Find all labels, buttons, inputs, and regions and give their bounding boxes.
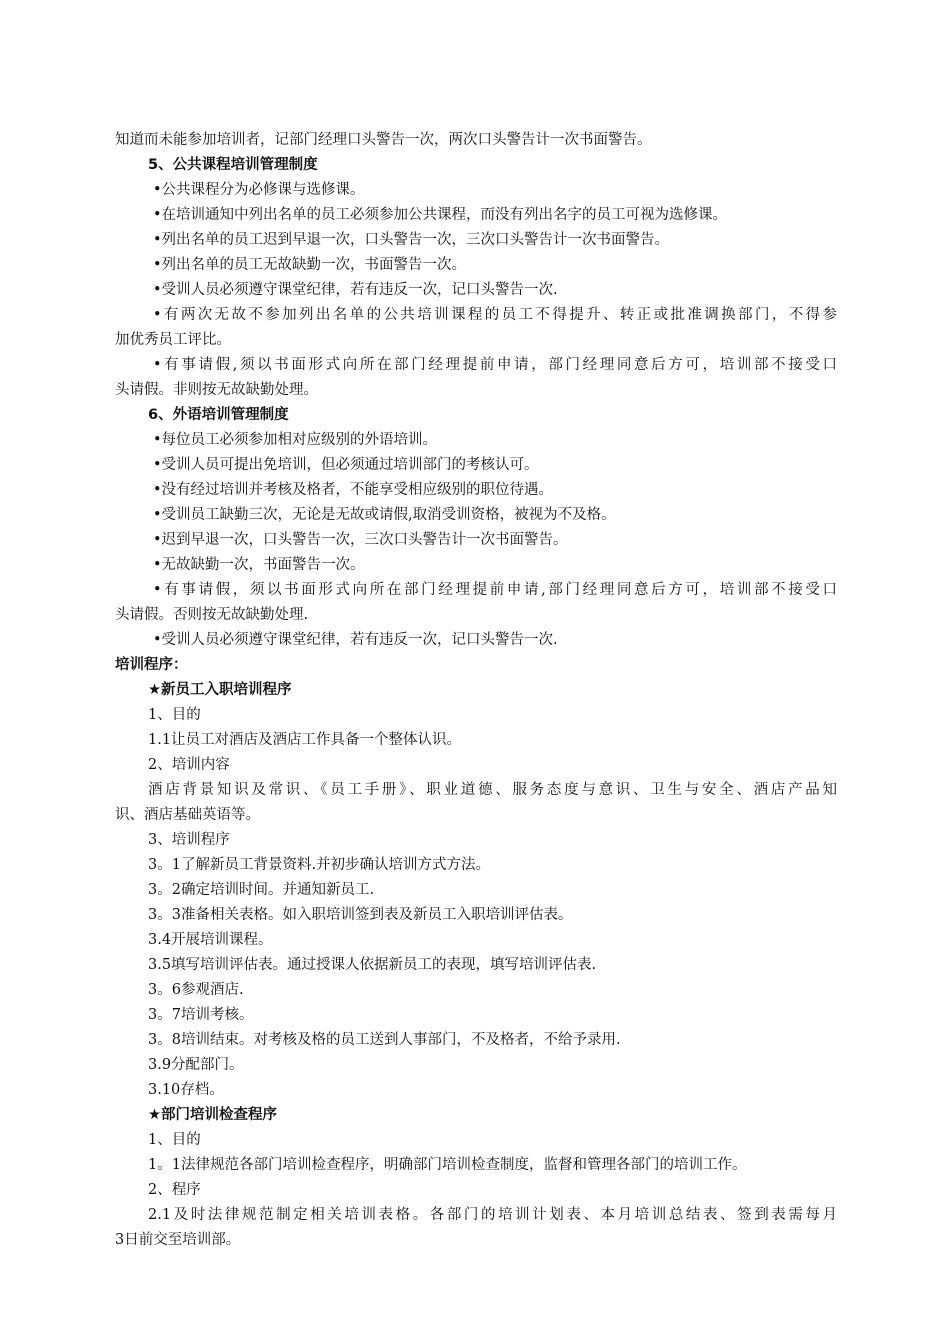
paragraph-line: 1.1让员工对酒店及酒店工作具备一个整体认识。: [148, 732, 462, 748]
bullet-item: •迟到早退一次，口头警告一次，三次口头警告计一次书面警告。: [153, 532, 568, 548]
bullet-item: •每位员工必须参加相对应级别的外语培训。: [153, 432, 438, 448]
paragraph-line: 3.4开展培训课程。: [148, 932, 273, 948]
paragraph-line: 2、程序: [148, 1182, 201, 1198]
paragraph-continuation: 识、酒店基础英语等。: [115, 807, 260, 823]
section-heading: ★新员工入职培训程序: [148, 682, 292, 698]
paragraph-line: 3。1了解新员工背景资料.并初步确认培训方式方法。: [148, 857, 491, 873]
paragraph-continuation: 头请假。否则按无故缺勤处理.: [115, 607, 309, 623]
bullet-item: •无故缺勤一次，书面警告一次。: [153, 557, 365, 573]
paragraph-line: 3.5填写培训评估表。通过授课人依据新员工的表现，填写培训评估表.: [148, 957, 597, 973]
paragraph-line: 3、培训程序: [148, 832, 230, 848]
paragraph-line: 酒店背景知识及常识、《员工手册》、职业道德、服务态度与意识、卫生与安全、酒店产品知: [148, 782, 837, 798]
paragraph-line: 3.9分配部门。: [148, 1057, 244, 1073]
bullet-item: •有事请假,须以书面形式向所在部门经理提前申请，部门经理同意后方可，培训部不接受口: [153, 357, 837, 373]
paragraph-line: 3。6参观酒店.: [148, 982, 244, 998]
paragraph-line: 3。3准备相关表格。如入职培训签到表及新员工入职培训评估表。: [148, 907, 573, 923]
paragraph-continuation: 头请假。非则按无故缺勤处理。: [115, 382, 318, 398]
paragraph-line: 1、目的: [148, 1132, 201, 1148]
bullet-item: •有两次无故不参加列出名单的公共培训课程的员工不得提升、转正或批准调换部门，不得参: [153, 307, 837, 323]
bullet-item: •公共课程分为必修课与选修课。: [153, 182, 365, 198]
chapter-heading: 培训程序：: [115, 657, 188, 673]
section-heading: 6、外语培训管理制度: [148, 407, 289, 423]
paragraph-line: 3。2确定培训时间。并通知新员工.: [148, 882, 375, 898]
bullet-item: •受训人员必须遵守课堂纪律，若有违反一次，记口头警告一次.: [153, 282, 558, 298]
section-heading: ★部门培训检查程序: [148, 1107, 277, 1123]
paragraph-continuation: 3日前交至培训部。: [115, 1232, 241, 1248]
paragraph-line: 2、培训内容: [148, 757, 230, 773]
bullet-item: •没有经过培训并考核及格者，不能享受相应级别的职位待遇。: [153, 482, 554, 498]
paragraph-line: 1、目的: [148, 707, 201, 723]
section-heading: 5、公共课程培训管理制度: [148, 157, 318, 173]
paragraph-line: 1。1法律规范各部门培训检查程序，明确部门培训检查制度，监督和管理各部门的培训工作。: [148, 1157, 747, 1173]
paragraph-line: 3.10存档。: [148, 1082, 224, 1098]
paragraph-continuation: 加优秀员工评比。: [115, 332, 231, 348]
bullet-item: •受训人员可提出免培训，但必须通过培训部门的考核认可。: [153, 457, 539, 473]
paragraph-line: 2.1及时法律规范制定相关培训表格。各部门的培训计划表、本月培训总结表、签到表需每月: [148, 1207, 837, 1223]
bullet-item: •有事请假，须以书面形式向所在部门经理提前申请,部门经理同意后方可，培训部不接受口: [153, 582, 837, 598]
paragraph-continuation: 知道而未能参加培训者，记部门经理口头警告一次，两次口头警告计一次书面警告。: [115, 132, 652, 148]
bullet-item: •受训人员必须遵守课堂纪律，若有违反一次，记口头警告一次.: [153, 632, 558, 648]
paragraph-line: 3。7培训考核。: [148, 1007, 254, 1023]
document-body: [115, 128, 837, 1253]
bullet-item: •受训员工缺勤三次，无论是无故或请假,取消受训资格，被视为不及格。: [153, 507, 616, 523]
bullet-item: •列出名单的员工无故缺勤一次，书面警告一次。: [153, 257, 467, 273]
bullet-item: •在培训通知中列出名单的员工必须参加公共课程，而没有列出名字的员工可视为选修课。: [153, 207, 728, 223]
bullet-item: •列出名单的员工迟到早退一次，口头警告一次，三次口头警告计一次书面警告。: [153, 232, 670, 248]
paragraph-line: 3。8培训结束。对考核及格的员工送到人事部门，不及格者，不给予录用.: [148, 1032, 621, 1048]
